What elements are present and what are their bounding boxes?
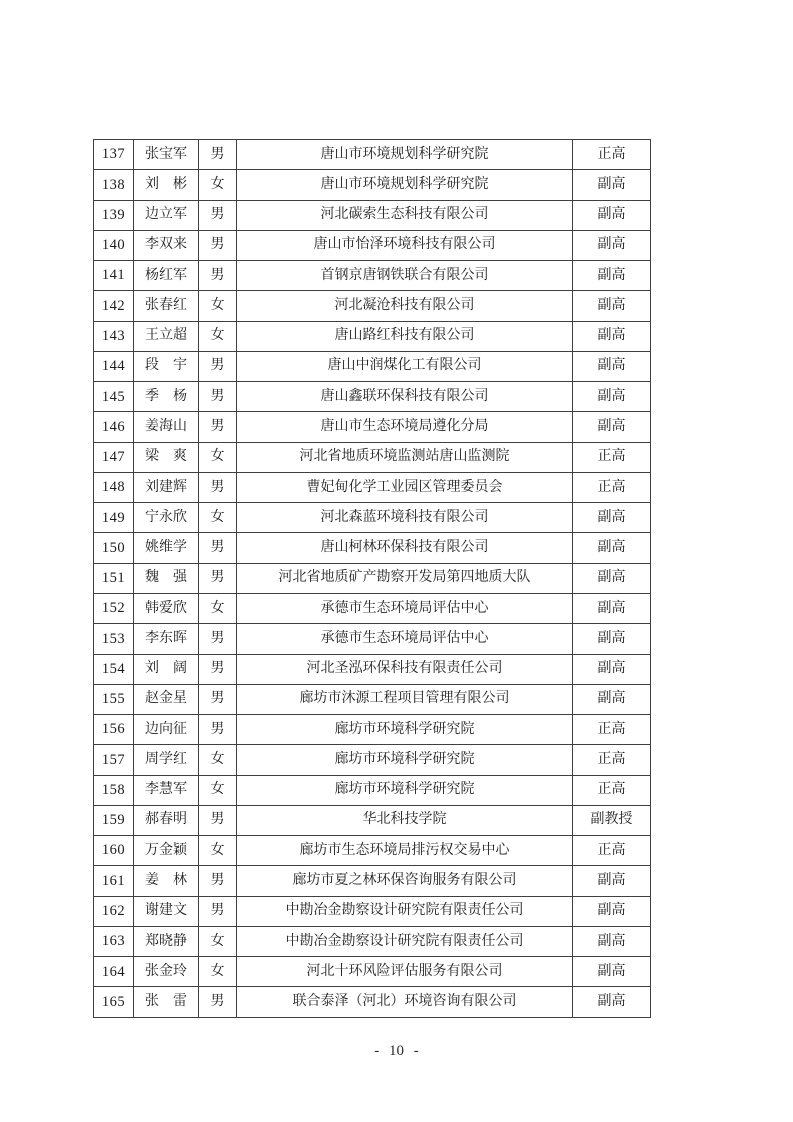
cell-title: 副高 [573, 200, 651, 230]
cell-name: 张宝军 [134, 140, 199, 170]
cell-name: 张金玲 [134, 957, 199, 987]
cell-name: 宁永欣 [134, 503, 199, 533]
table-row [94, 533, 651, 563]
cell-name: 万金颖 [134, 836, 199, 866]
cell-organization: 唐山路红科技有限公司 [237, 321, 573, 351]
cell-gender: 男 [199, 805, 237, 835]
cell-name: 李东晖 [134, 624, 199, 654]
cell-no: 158 [94, 775, 134, 805]
cell-organization: 唐山市怡泽环境科技有限公司 [237, 230, 573, 260]
cell-name: 边向征 [134, 715, 199, 745]
cell-title: 副高 [573, 230, 651, 260]
cell-organization: 河北省地质矿产勘察开发局第四地质大队 [237, 563, 573, 593]
cell-gender: 男 [199, 533, 237, 563]
cell-gender: 男 [199, 563, 237, 593]
table-row [94, 745, 651, 775]
cell-organization: 河北圣泓环保科技有限责任公司 [237, 654, 573, 684]
cell-no: 139 [94, 200, 134, 230]
cell-name: 李双来 [134, 230, 199, 260]
cell-name: 姚维学 [134, 533, 199, 563]
cell-no: 146 [94, 412, 134, 442]
cell-name: 郝春明 [134, 805, 199, 835]
cell-organization: 廊坊市沐源工程项目管理有限公司 [237, 684, 573, 714]
cell-organization: 廊坊市环境科学研究院 [237, 745, 573, 775]
cell-organization: 华北科技学院 [237, 805, 573, 835]
cell-organization: 曹妃甸化学工业园区管理委员会 [237, 472, 573, 502]
cell-title: 副高 [573, 503, 651, 533]
table-row [94, 291, 651, 321]
table-row [94, 715, 651, 745]
cell-gender: 男 [199, 351, 237, 381]
cell-title: 副高 [573, 987, 651, 1018]
cell-name: 张春红 [134, 291, 199, 321]
cell-no: 159 [94, 805, 134, 835]
cell-name: 李慧军 [134, 775, 199, 805]
cell-gender: 男 [199, 412, 237, 442]
cell-no: 165 [94, 987, 134, 1018]
cell-organization: 廊坊市生态环境局排污权交易中心 [237, 836, 573, 866]
table-row [94, 684, 651, 714]
cell-title: 副高 [573, 684, 651, 714]
cell-gender: 男 [199, 624, 237, 654]
table-row [94, 170, 651, 200]
cell-gender: 男 [199, 261, 237, 291]
cell-title: 副高 [573, 624, 651, 654]
cell-title: 副高 [573, 654, 651, 684]
cell-name: 韩爱欣 [134, 593, 199, 623]
table-row [94, 382, 651, 412]
cell-title: 正高 [573, 442, 651, 472]
cell-name: 张 雷 [134, 987, 199, 1018]
cell-title: 正高 [573, 715, 651, 745]
cell-name: 郑晓静 [134, 926, 199, 956]
cell-organization: 承德市生态环境局评估中心 [237, 624, 573, 654]
cell-gender: 女 [199, 291, 237, 321]
cell-title: 副高 [573, 957, 651, 987]
cell-organization: 河北森蓝环境科技有限公司 [237, 503, 573, 533]
cell-title: 副高 [573, 321, 651, 351]
cell-gender: 女 [199, 593, 237, 623]
table-row [94, 200, 651, 230]
cell-name: 刘 阔 [134, 654, 199, 684]
cell-no: 162 [94, 896, 134, 926]
cell-title: 副高 [573, 563, 651, 593]
cell-no: 157 [94, 745, 134, 775]
cell-name: 季 杨 [134, 382, 199, 412]
table-row [94, 230, 651, 260]
cell-organization: 廊坊市环境科学研究院 [237, 775, 573, 805]
table-row [94, 472, 651, 502]
cell-organization: 河北省地质环境监测站唐山监测院 [237, 442, 573, 472]
cell-no: 143 [94, 321, 134, 351]
table-row [94, 442, 651, 472]
cell-no: 138 [94, 170, 134, 200]
cell-gender: 男 [199, 140, 237, 170]
cell-gender: 女 [199, 321, 237, 351]
cell-no: 141 [94, 261, 134, 291]
cell-name: 姜海山 [134, 412, 199, 442]
table-row [94, 775, 651, 805]
cell-organization: 承德市生态环境局评估中心 [237, 593, 573, 623]
table-body [94, 140, 651, 1018]
table-row [94, 563, 651, 593]
cell-no: 161 [94, 866, 134, 896]
cell-gender: 女 [199, 503, 237, 533]
cell-no: 150 [94, 533, 134, 563]
cell-gender: 女 [199, 442, 237, 472]
cell-organization: 唐山市环境规划科学研究院 [237, 170, 573, 200]
cell-gender: 女 [199, 170, 237, 200]
cell-organization: 唐山市环境规划科学研究院 [237, 140, 573, 170]
cell-name: 刘建辉 [134, 472, 199, 502]
cell-no: 156 [94, 715, 134, 745]
cell-organization: 河北凝沧科技有限公司 [237, 291, 573, 321]
cell-organization: 廊坊市夏之林环保咨询服务有限公司 [237, 866, 573, 896]
cell-title: 副高 [573, 382, 651, 412]
cell-name: 刘 彬 [134, 170, 199, 200]
cell-title: 副高 [573, 291, 651, 321]
cell-no: 155 [94, 684, 134, 714]
cell-name: 周学红 [134, 745, 199, 775]
cell-title: 正高 [573, 472, 651, 502]
cell-no: 164 [94, 957, 134, 987]
cell-gender: 女 [199, 957, 237, 987]
cell-no: 142 [94, 291, 134, 321]
cell-organization: 唐山柯林环保科技有限公司 [237, 533, 573, 563]
cell-title: 副高 [573, 533, 651, 563]
cell-no: 149 [94, 503, 134, 533]
cell-organization: 中勘冶金勘察设计研究院有限责任公司 [237, 926, 573, 956]
table-row [94, 624, 651, 654]
cell-organization: 首钢京唐钢铁联合有限公司 [237, 261, 573, 291]
cell-no: 152 [94, 593, 134, 623]
personnel-table [93, 139, 651, 1018]
page-number: - 10 - [374, 1043, 419, 1059]
cell-title: 副高 [573, 896, 651, 926]
table-row [94, 866, 651, 896]
table-row [94, 321, 651, 351]
cell-no: 151 [94, 563, 134, 593]
cell-title: 正高 [573, 775, 651, 805]
cell-no: 144 [94, 351, 134, 381]
cell-name: 杨红军 [134, 261, 199, 291]
table-row [94, 957, 651, 987]
cell-name: 魏 强 [134, 563, 199, 593]
cell-name: 梁 爽 [134, 442, 199, 472]
cell-title: 正高 [573, 745, 651, 775]
cell-organization: 廊坊市环境科学研究院 [237, 715, 573, 745]
cell-gender: 女 [199, 775, 237, 805]
cell-title: 正高 [573, 836, 651, 866]
cell-gender: 女 [199, 836, 237, 866]
cell-gender: 男 [199, 866, 237, 896]
cell-gender: 男 [199, 684, 237, 714]
table-row [94, 503, 651, 533]
cell-no: 140 [94, 230, 134, 260]
cell-name: 赵金星 [134, 684, 199, 714]
cell-organization: 联合泰泽（河北）环境咨询有限公司 [237, 987, 573, 1018]
cell-title: 正高 [573, 140, 651, 170]
cell-gender: 男 [199, 200, 237, 230]
cell-title: 副教授 [573, 805, 651, 835]
cell-no: 137 [94, 140, 134, 170]
table-row [94, 593, 651, 623]
cell-gender: 男 [199, 472, 237, 502]
cell-organization: 河北碳索生态科技有限公司 [237, 200, 573, 230]
cell-no: 160 [94, 836, 134, 866]
cell-gender: 男 [199, 715, 237, 745]
table-row [94, 896, 651, 926]
cell-organization: 河北十环风险评估服务有限公司 [237, 957, 573, 987]
cell-title: 副高 [573, 593, 651, 623]
cell-name: 谢建文 [134, 896, 199, 926]
table-row [94, 805, 651, 835]
cell-no: 163 [94, 926, 134, 956]
table-row [94, 926, 651, 956]
table-row [94, 412, 651, 442]
cell-title: 副高 [573, 261, 651, 291]
cell-gender: 男 [199, 654, 237, 684]
table-row [94, 987, 651, 1018]
table-row [94, 836, 651, 866]
table-row [94, 140, 651, 170]
cell-gender: 女 [199, 745, 237, 775]
cell-no: 148 [94, 472, 134, 502]
cell-no: 153 [94, 624, 134, 654]
cell-organization: 唐山中润煤化工有限公司 [237, 351, 573, 381]
cell-title: 副高 [573, 412, 651, 442]
cell-gender: 男 [199, 896, 237, 926]
cell-gender: 男 [199, 230, 237, 260]
cell-organization: 唐山市生态环境局遵化分局 [237, 412, 573, 442]
cell-gender: 女 [199, 926, 237, 956]
cell-organization: 唐山鑫联环保科技有限公司 [237, 382, 573, 412]
cell-name: 王立超 [134, 321, 199, 351]
cell-no: 147 [94, 442, 134, 472]
cell-title: 副高 [573, 866, 651, 896]
cell-name: 姜 林 [134, 866, 199, 896]
table-row [94, 654, 651, 684]
cell-gender: 男 [199, 382, 237, 412]
table-row [94, 261, 651, 291]
cell-gender: 男 [199, 987, 237, 1018]
table-row [94, 351, 651, 381]
cell-title: 副高 [573, 926, 651, 956]
cell-name: 段 宇 [134, 351, 199, 381]
cell-name: 边立军 [134, 200, 199, 230]
cell-no: 154 [94, 654, 134, 684]
cell-title: 副高 [573, 351, 651, 381]
cell-organization: 中勘冶金勘察设计研究院有限责任公司 [237, 896, 573, 926]
cell-title: 副高 [573, 170, 651, 200]
cell-no: 145 [94, 382, 134, 412]
